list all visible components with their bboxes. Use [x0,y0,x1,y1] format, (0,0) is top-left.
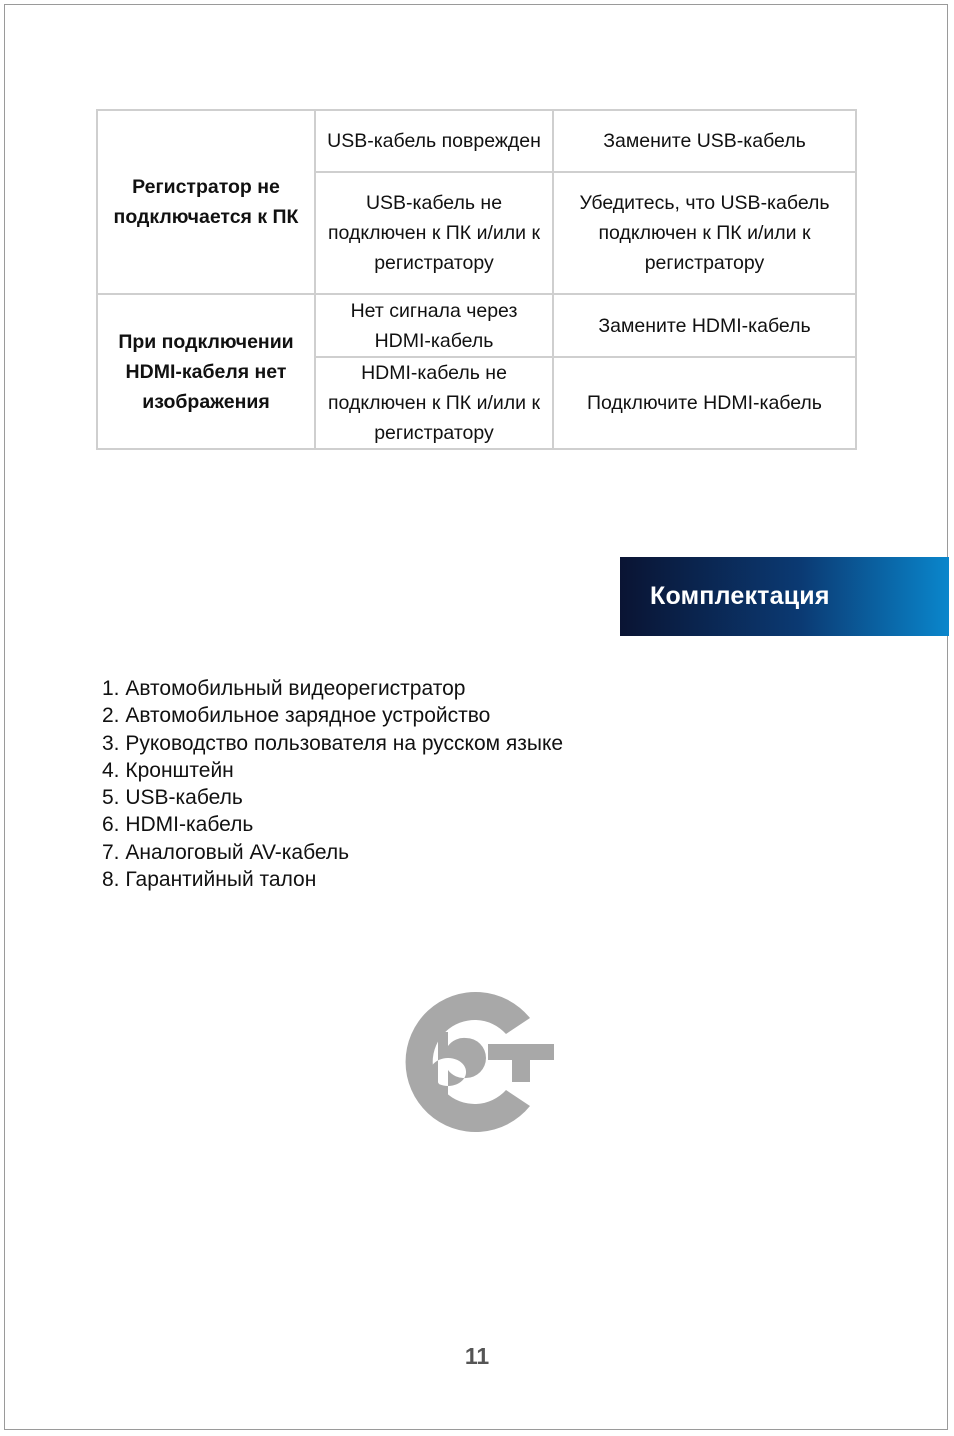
package-list [102,675,563,893]
list-item: 1. Автомобильный видеорегистратор [102,677,466,700]
problem-cell: Регистратор не подключается к ПК [97,110,315,294]
page-number: 11 [464,1343,490,1369]
solution-cell: Убедитесь, что USB-кабель подключен к ПК и/или к регистратору [553,172,856,294]
cause-cell: USB-кабель не подключен к ПК и/или к регистратору [315,172,553,294]
rst-certification-icon [388,992,560,1132]
list-item: 2. Автомобильное зарядное устройство [102,704,491,728]
list-item: 4. Кронштейн [102,758,234,782]
solution-cell: Замените HDMI-кабель [553,294,856,357]
table-row [97,110,856,172]
list-item: 3. Руководство пользователя на русском языке [102,731,564,755]
troubleshooting-table [96,109,857,450]
problem-cell: При подключении HDMI-кабеля нет изображения [97,294,315,449]
section-title: Комплектация [650,582,830,610]
cause-cell: Нет сигнала через HDMI-кабель [315,294,553,357]
list-item: 8. Гарантийный талон [102,868,317,892]
solution-cell: Подключите HDMI-кабель [553,357,856,449]
section-header [620,557,949,636]
list-item: 5. USB-кабель [102,786,243,810]
list-item: 7. Аналоговый AV-кабель [102,840,350,864]
list-item: 6. HDMI-кабель [102,813,254,837]
table-row [97,294,856,357]
solution-cell: Замените USB-кабель [553,110,856,172]
cause-cell: USB-кабель поврежден [315,110,553,172]
cause-cell: HDMI-кабель не подключен к ПК и/или к регистратору [315,357,553,449]
